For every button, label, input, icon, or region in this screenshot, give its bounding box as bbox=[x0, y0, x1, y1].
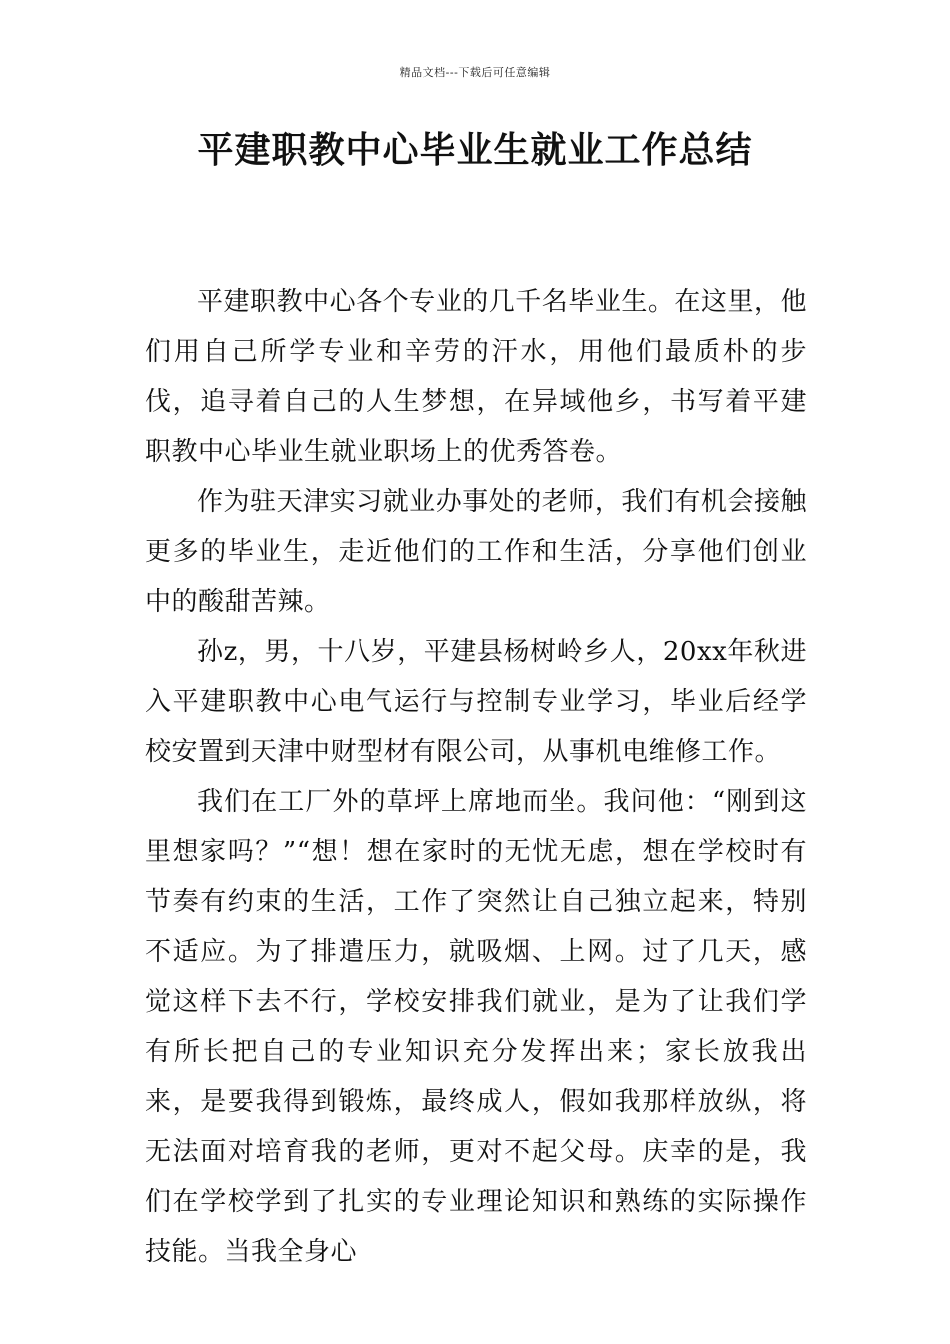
paragraph: 作为驻天津实习就业办事处的老师，我们有机会接触更多的毕业生，走近他们的工作和生活，分享他们创业中的酸甜苦辣。 bbox=[145, 487, 807, 617]
paragraph: 我们在工厂外的草坪上席地而坐。我问他：“刚到这里想家吗？”“想！想在家时的无忧无虑，想在学校时有节奏有约束的生活，工作了突然让自己独立起来，特别不适应。为了排遣压力，就吸烟、上网。过了几天，感觉这样下去不行，学校安排我们就业，是为了让我们学有所长把自己的专业知识充分发挥出来；家长放我出来，是要我得到锻炼，最终成人，假如我那样放纵，将无法面对培育我的老师，更对不起父母。庆幸的是，我们在学校学到了扎实的专业理论知识和熟练的实际操作技能。当我全身心 bbox=[145, 787, 807, 1267]
document-body bbox=[145, 277, 807, 1277]
document-title: 平建职教中心毕业生就业工作总结 bbox=[197, 130, 753, 171]
header-note: 精品文档---下载后可任意编辑 bbox=[399, 66, 551, 79]
paragraph: 平建职教中心各个专业的几千名毕业生。在这里，他们用自己所学专业和辛劳的汗水，用他们最质朴的步伐，追寻着自己的人生梦想，在异域他乡，书写着平建职教中心毕业生就业职场上的优秀答卷。 bbox=[145, 287, 807, 467]
paragraph: 孙z，男，十八岁，平建县杨树岭乡人，20xx年秋进入平建职教中心电气运行与控制专业学习，毕业后经学校安置到天津中财型材有限公司，从事机电维修工作。 bbox=[145, 637, 807, 767]
